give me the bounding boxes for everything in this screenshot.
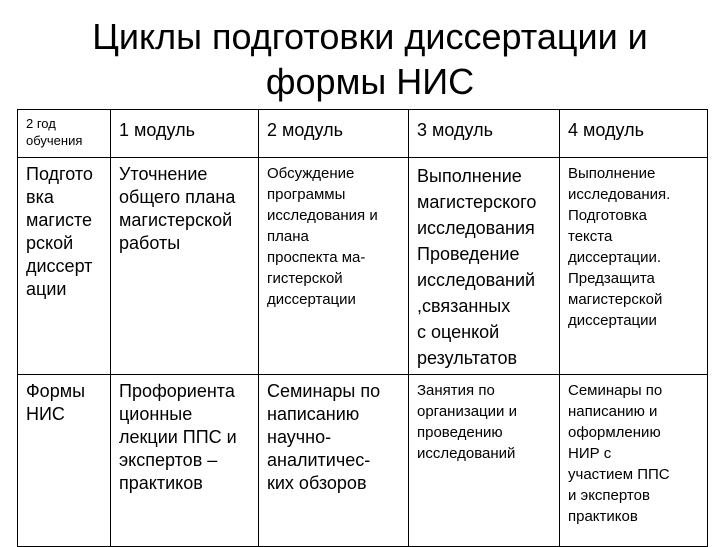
- table-header-row: [18, 110, 708, 158]
- row-label-preparation: Подгото вка магисте рской диссерт ации: [18, 158, 111, 375]
- header-module-2: 2 модуль: [259, 110, 409, 158]
- cell-preparation-module-4: Выполнение исследования. Подготовка текста диссертации. Предзащита магистерской диссертации: [560, 158, 708, 375]
- cell-preparation-module-1: Уточнение общего плана магистерской работы: [111, 158, 259, 375]
- table-row-nis-forms: [18, 375, 708, 547]
- cell-forms-module-4: Семинары по написанию и оформлению НИР с участием ППС и экспертов практиков: [560, 375, 708, 547]
- corner-cell-year: 2 год обучения: [18, 110, 111, 158]
- cell-preparation-module-2: Обсуждение программы исследования и плана проспекта ма- гистерской диссертации: [259, 158, 409, 375]
- header-module-3: 3 модуль: [409, 110, 560, 158]
- header-module-4: 4 модуль: [560, 110, 708, 158]
- cell-forms-module-1: Профориента ционные лекции ППС и экспертов – практиков: [111, 375, 259, 547]
- slide-title: Циклы подготовки диссертации и формы НИС: [92, 16, 648, 102]
- table-row-dissertation-preparation: [18, 158, 708, 375]
- cycles-table: [17, 109, 708, 547]
- cell-preparation-module-3: Выполнение магистерского исследования Проведение исследований ,связанных с оценкой результатов: [409, 158, 560, 375]
- cell-forms-module-3: Занятия по организации и проведению исследований: [409, 375, 560, 547]
- header-module-1: 1 модуль: [111, 110, 259, 158]
- row-label-nis-forms: Формы НИС: [18, 375, 111, 547]
- cell-forms-module-2: Семинары по написанию научно- аналитичес- ких обзоров: [259, 375, 409, 547]
